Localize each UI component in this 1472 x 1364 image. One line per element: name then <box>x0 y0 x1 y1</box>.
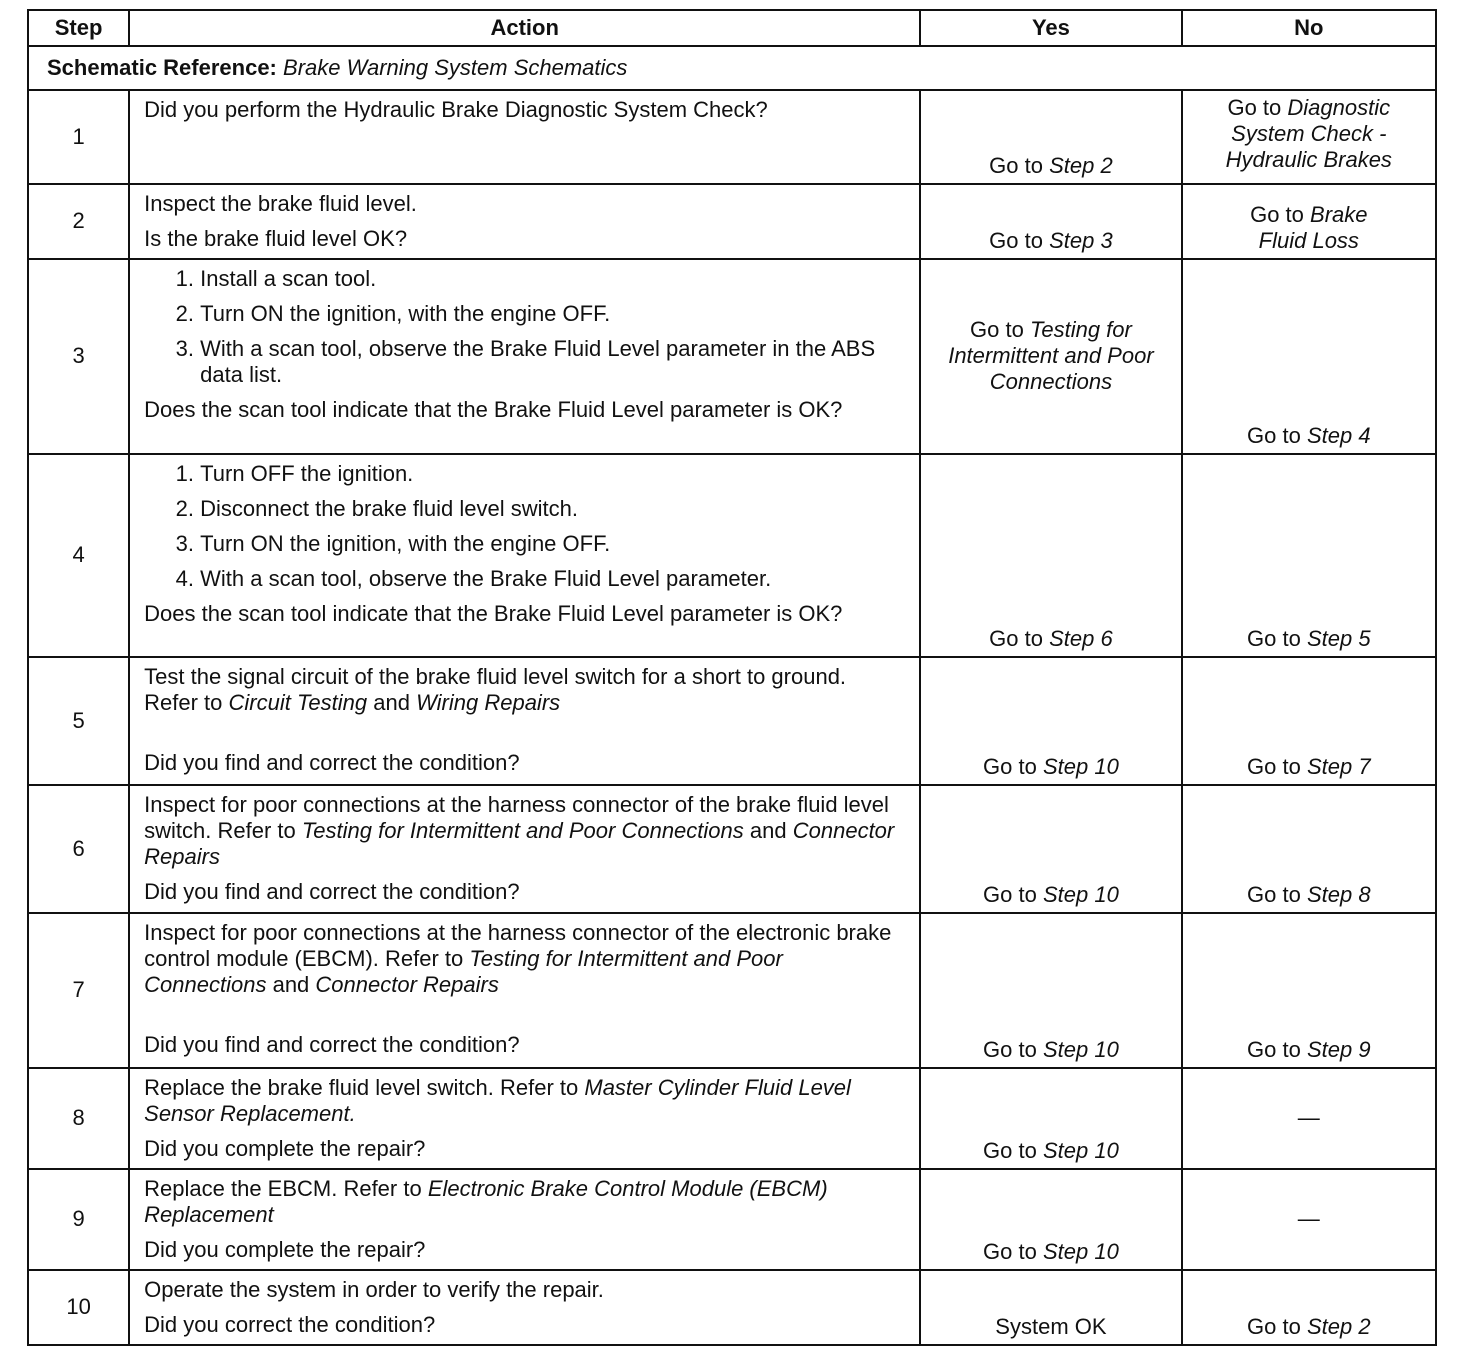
step-link[interactable]: Step 8 <box>1306 881 1371 907</box>
action-question: Did you find and correct the condition? <box>144 749 520 775</box>
table-row <box>28 913 1436 1068</box>
action-cell: Test the signal circuit of the brake fluid level switch for a short to ground. Refer to Circuit Testing and Wiring Repairs Did you find and correct the condition? <box>129 657 920 785</box>
no-cell: Go to Step 7 <box>1182 657 1436 785</box>
doc-link[interactable]: Hydraulic Brakes <box>1225 146 1392 172</box>
header-row <box>28 10 1436 46</box>
step-link[interactable]: Step 3 <box>1049 227 1113 253</box>
reference-label: Schematic Reference: <box>47 55 277 81</box>
doc-link[interactable]: Testing for Intermittent and Poor Connections <box>301 817 744 843</box>
no-cell <box>1182 1068 1436 1169</box>
step-link[interactable]: Step 9 <box>1306 1036 1371 1062</box>
doc-link[interactable]: Fluid Loss <box>1258 227 1359 253</box>
no-cell: Go to Step 8 <box>1182 785 1436 913</box>
no-cell: Go to Step 4 <box>1182 259 1436 454</box>
step-link[interactable]: Step 7 <box>1306 753 1371 779</box>
action-question: Did you complete the repair? <box>144 1236 426 1262</box>
action-cell <box>129 259 920 454</box>
doc-link[interactable]: Connections <box>989 369 1113 395</box>
header-action: Action <box>129 10 920 46</box>
no-action-dash: — <box>1297 1105 1320 1131</box>
action-question: Is the brake fluid level OK? <box>144 225 408 251</box>
yes-cell: Go to Step 10 <box>920 1068 1181 1169</box>
step-link[interactable]: Step 10 <box>1042 1238 1119 1264</box>
list-item: 3. Turn ON the ignition, with the engine OFF. <box>200 531 905 557</box>
table-row <box>28 259 1436 454</box>
table-row <box>28 184 1436 259</box>
procedure-list <box>144 266 905 388</box>
yes-cell: Go to Step 10 <box>920 657 1181 785</box>
doc-link[interactable]: Testing for <box>1029 317 1132 343</box>
table-row <box>28 90 1436 184</box>
doc-link[interactable]: Connector Repairs <box>144 817 895 869</box>
schematic-reference-row <box>28 46 1436 90</box>
doc-link[interactable]: Electronic Brake Control Module (EBCM) Replacement <box>144 1175 828 1227</box>
step-number: 1 <box>28 90 129 184</box>
no-cell: Go to Brake Fluid Loss <box>1182 184 1436 259</box>
step-number: 2 <box>28 184 129 259</box>
yes-cell <box>920 1270 1181 1345</box>
action-question: Did you find and correct the condition? <box>144 878 520 904</box>
action-cell: Inspect the brake fluid level. Is the brake fluid level OK? <box>129 184 920 259</box>
reference-link[interactable]: Brake Warning System Schematics <box>283 55 628 81</box>
doc-link[interactable]: Brake <box>1310 202 1368 227</box>
yes-cell: Go to Step 10 <box>920 785 1181 913</box>
action-question: Does the scan tool indicate that the Brake Fluid Level parameter is OK? <box>144 600 843 626</box>
step-number: 4 <box>28 454 129 657</box>
action-question: Did you complete the repair? <box>144 1135 426 1161</box>
action-cell <box>129 454 920 657</box>
no-cell: Go to Step 5 <box>1182 454 1436 657</box>
table-row <box>28 1169 1436 1270</box>
yes-cell: Go to Step 10 <box>920 913 1181 1068</box>
step-link[interactable]: Step 10 <box>1042 1036 1119 1062</box>
list-item: 4. With a scan tool, observe the Brake Fluid Level parameter. <box>200 566 905 592</box>
schematic-reference <box>28 46 1436 90</box>
action-cell: Replace the EBCM. Refer to Electronic Brake Control Module (EBCM) Replacement Did you complete the repair? <box>129 1169 920 1270</box>
yes-cell: Go to Step 10 <box>920 1169 1181 1270</box>
header-no: No <box>1182 10 1436 46</box>
action-cell: Replace the brake fluid level switch. Refer to Master Cylinder Fluid Level Sensor Replacement. Did you complete the repair? <box>129 1068 920 1169</box>
step-link[interactable]: Step 10 <box>1042 881 1119 907</box>
table-row <box>28 785 1436 913</box>
list-item: 1. Turn OFF the ignition. <box>200 461 905 487</box>
step-link[interactable]: Step 2 <box>1049 153 1113 179</box>
list-item: 3. With a scan tool, observe the Brake Fluid Level parameter in the ABS data list. <box>200 336 905 388</box>
table-row <box>28 657 1436 785</box>
step-link[interactable]: Step 10 <box>1042 1137 1119 1163</box>
step-link[interactable]: Step 6 <box>1049 625 1113 651</box>
action-cell: Inspect for poor connections at the harness connector of the electronic brake control module (EBCM). Refer to Testing for Intermittent and Poor Connections and Connector Repairs Did you find and correct the condition? <box>129 913 920 1068</box>
procedure-list <box>144 461 905 592</box>
step-number: 3 <box>28 259 129 454</box>
list-item: 2. Turn ON the ignition, with the engine OFF. <box>200 301 905 327</box>
table-row <box>28 1270 1436 1345</box>
diagnostic-table <box>27 9 1437 1346</box>
system-ok-text: System OK <box>995 1313 1107 1339</box>
table-row <box>28 454 1436 657</box>
step-number: 8 <box>28 1068 129 1169</box>
yes-cell: Go to Step 2 <box>920 90 1181 184</box>
doc-link[interactable]: Master Cylinder Fluid Level Sensor Replacement. <box>144 1074 851 1126</box>
doc-link[interactable]: Connector Repairs <box>315 971 499 997</box>
doc-link[interactable]: Intermittent and Poor <box>948 343 1154 369</box>
action-question: Did you find and correct the condition? <box>144 1031 520 1057</box>
step-number: 5 <box>28 657 129 785</box>
list-item: 1. Install a scan tool. <box>200 266 905 292</box>
yes-cell: Go to Step 6 <box>920 454 1181 657</box>
no-cell <box>1182 1169 1436 1270</box>
doc-link[interactable]: Testing for Intermittent and Poor Connections <box>144 945 783 997</box>
list-item: 2. Disconnect the brake fluid level switch. <box>200 496 905 522</box>
step-number: 9 <box>28 1169 129 1270</box>
action-question: Does the scan tool indicate that the Brake Fluid Level parameter is OK? <box>144 396 843 422</box>
doc-link[interactable]: Circuit Testing <box>228 689 368 715</box>
step-number: 7 <box>28 913 129 1068</box>
step-link[interactable]: Step 10 <box>1042 753 1119 779</box>
action-cell <box>129 90 920 184</box>
step-number: 10 <box>28 1270 129 1345</box>
step-link[interactable]: Step 4 <box>1306 422 1371 448</box>
action-cell: Inspect for poor connections at the harness connector of the brake fluid level switch. Refer to Testing for Intermittent and Poor Connections and Connector Repairs Did you find and correct the condition? <box>129 785 920 913</box>
table-row <box>28 1068 1436 1169</box>
step-link[interactable]: Step 5 <box>1306 625 1371 651</box>
doc-link[interactable]: Diagnostic <box>1287 95 1391 120</box>
yes-cell: Go to Step 3 <box>920 184 1181 259</box>
no-action-dash: — <box>1297 1206 1320 1232</box>
action-cell: Operate the system in order to verify the repair. Did you correct the condition? <box>129 1270 920 1345</box>
no-cell: Go to Diagnostic System Check - Hydraulic Brakes <box>1182 90 1436 184</box>
yes-cell: Go to Testing for Intermittent and Poor Connections <box>920 259 1181 454</box>
header-step: Step <box>28 10 129 46</box>
no-cell: Go to Step 2 <box>1182 1270 1436 1345</box>
doc-link[interactable]: Wiring Repairs <box>416 689 561 715</box>
header-yes: Yes <box>920 10 1181 46</box>
doc-link[interactable]: System Check - <box>1231 120 1387 146</box>
no-cell: Go to Step 9 <box>1182 913 1436 1068</box>
step-number: 6 <box>28 785 129 913</box>
action-question: Did you correct the condition? <box>144 1311 436 1337</box>
step-link[interactable]: Step 2 <box>1306 1313 1371 1339</box>
action-question: Did you perform the Hydraulic Brake Diagnostic System Check? <box>144 97 768 122</box>
